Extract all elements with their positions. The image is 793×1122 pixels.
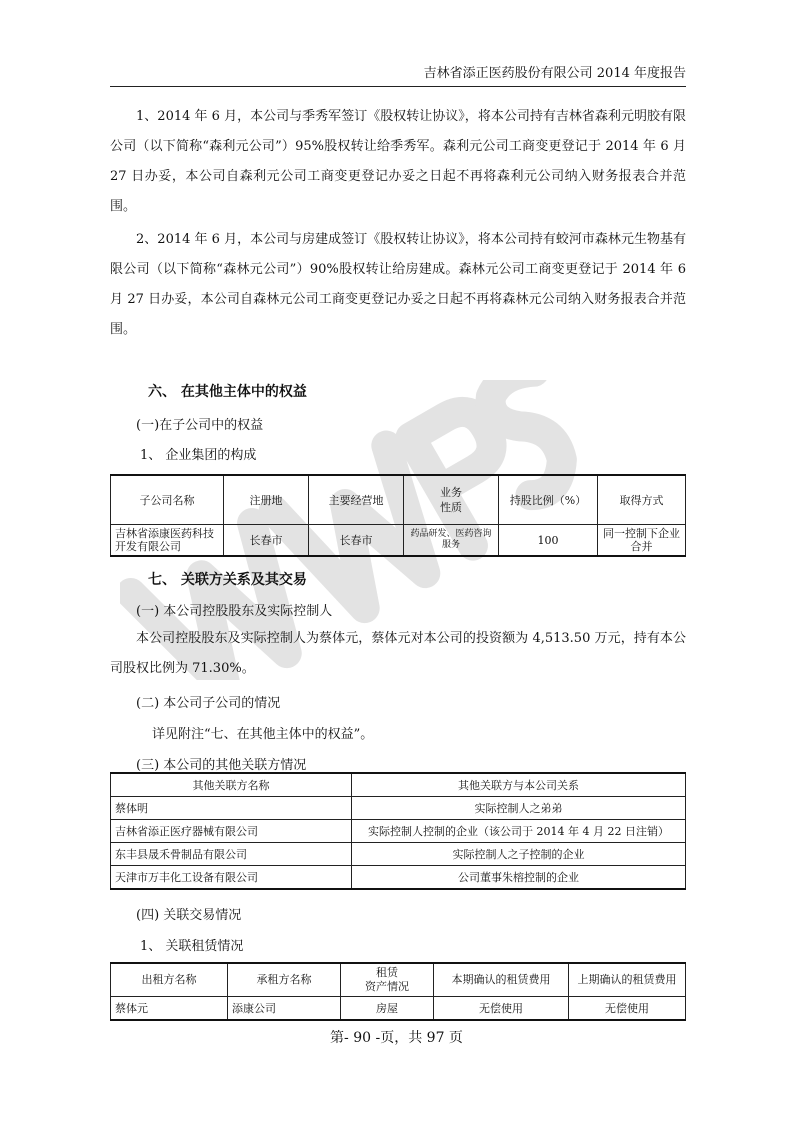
section-7-sub4: (四) 关联交易情况 bbox=[136, 908, 242, 923]
table-header-cell: 本期确认的租赁费用 bbox=[434, 963, 569, 997]
table-header-row bbox=[111, 963, 686, 997]
section-7-sub2: (二) 本公司子公司的情况 bbox=[136, 696, 281, 711]
table-cell: 长春市 bbox=[309, 525, 404, 557]
section-6-sub1-1: 1、 企业集团的构成 bbox=[140, 448, 257, 463]
section-6-sub1: (一)在子公司中的权益 bbox=[136, 418, 264, 433]
table-row bbox=[111, 843, 686, 866]
table-header-cell: 取得方式 bbox=[598, 475, 686, 525]
table-cell: 无偿使用 bbox=[569, 997, 686, 1021]
table-cell: 房屋 bbox=[341, 997, 434, 1021]
table-cell: 无偿使用 bbox=[434, 997, 569, 1021]
section-7-sub4-1: 1、 关联租赁情况 bbox=[140, 939, 244, 954]
table-header-cell: 承租方名称 bbox=[228, 963, 341, 997]
table-cell: 天津市万丰化工设备有限公司 bbox=[111, 866, 352, 890]
table-header-cell: 出租方名称 bbox=[111, 963, 228, 997]
section-6-title: 六、 在其他主体中的权益 bbox=[148, 384, 307, 400]
table-cell: 长春市 bbox=[224, 525, 309, 557]
table-header-cell: 上期确认的租赁费用 bbox=[569, 963, 686, 997]
table-header-cell: 子公司名称 bbox=[111, 475, 224, 525]
table-cell: 药品研发、医药咨询服务 bbox=[404, 525, 499, 557]
table-cell: 实际控制人控制的企业（该公司于 2014 年 4 月 22 日注销） bbox=[352, 820, 686, 843]
table-cell: 蔡体元 bbox=[111, 997, 228, 1021]
table-header-row bbox=[111, 475, 686, 525]
table-row bbox=[111, 997, 686, 1021]
table-cell: 公司董事朱榕控制的企业 bbox=[352, 866, 686, 890]
paragraph-1: 1、2014 年 6 月，本公司与季秀军签订《股权转让协议》，将本公司持有吉林省森利元明胶有限公司（以下简称“森利元公司”）95%股权转让给季秀军。森利元公司工商变更登记于 2014 年 6 月 27 日办妥，本公司自森利元公司工商变更登记办妥之日起不再将森利元公司纳入财务报表合并范围。 bbox=[110, 109, 686, 214]
table-header-cell: 持股比例（%） bbox=[499, 475, 598, 525]
section-7-sub3: (三) 本公司的其他关联方情况 bbox=[136, 758, 307, 773]
table-header-row bbox=[111, 773, 686, 797]
table-row bbox=[111, 866, 686, 890]
section-7-title: 七、 关联方关系及其交易 bbox=[148, 572, 307, 588]
section-7-sub1: (一) 本公司控股股东及实际控制人 bbox=[136, 604, 333, 619]
paragraph-2: 2、2014 年 6 月，本公司与房建成签订《股权转让协议》，将本公司持有蛟河市森林元生物基有限公司（以下简称“森林元公司”）90%股权转让给房建成。森林元公司工商变更登记于 2014 年 6 月 27 日办妥，本公司自森林元公司工商变更登记办妥之日起不再将森林元公司纳入财务报表合并范围。 bbox=[110, 232, 686, 337]
table-header-cell: 业务 性质 bbox=[404, 475, 499, 525]
table-header-cell: 主要经营地 bbox=[309, 475, 404, 525]
table-row bbox=[111, 820, 686, 843]
related-parties-table bbox=[110, 772, 686, 890]
table-header-cell: 注册地 bbox=[224, 475, 309, 525]
table-header-cell: 其他关联方与本公司关系 bbox=[352, 773, 686, 797]
table-cell: 同一控制下企业合并 bbox=[598, 525, 686, 557]
table-cell: 东丰县晟禾骨制品有限公司 bbox=[111, 843, 352, 866]
table-cell: 吉林省添正医疗器械有限公司 bbox=[111, 820, 352, 843]
table-cell: 100 bbox=[499, 525, 598, 557]
table-row bbox=[111, 525, 686, 557]
section-7-paragraph-1: 本公司控股股东及实际控制人为蔡体元，蔡体元对本公司的投资额为 4,513.50 万元，持有本公司股权比例为 71.30%。 bbox=[110, 631, 686, 676]
table-cell: 实际控制人之弟弟 bbox=[352, 797, 686, 820]
page-footer: 第- 90 -页，共 97 页 bbox=[330, 1030, 463, 1046]
table-cell: 蔡体明 bbox=[111, 797, 352, 820]
table-header-cell: 其他关联方名称 bbox=[111, 773, 352, 797]
section-7-paragraph-2: 详见附注“七、在其他主体中的权益”。 bbox=[152, 727, 374, 742]
table-row bbox=[111, 797, 686, 820]
page-header: 吉林省添正医药股份有限公司 2014 年度报告 bbox=[110, 62, 686, 87]
lease-table bbox=[110, 962, 686, 1021]
table-cell: 实际控制人之子控制的企业 bbox=[352, 843, 686, 866]
subsidiary-table bbox=[110, 474, 686, 557]
table-header-cell: 租赁 资产情况 bbox=[341, 963, 434, 997]
table-cell: 添康公司 bbox=[228, 997, 341, 1021]
table-cell: 吉林省添康医药科技开发有限公司 bbox=[111, 525, 224, 557]
